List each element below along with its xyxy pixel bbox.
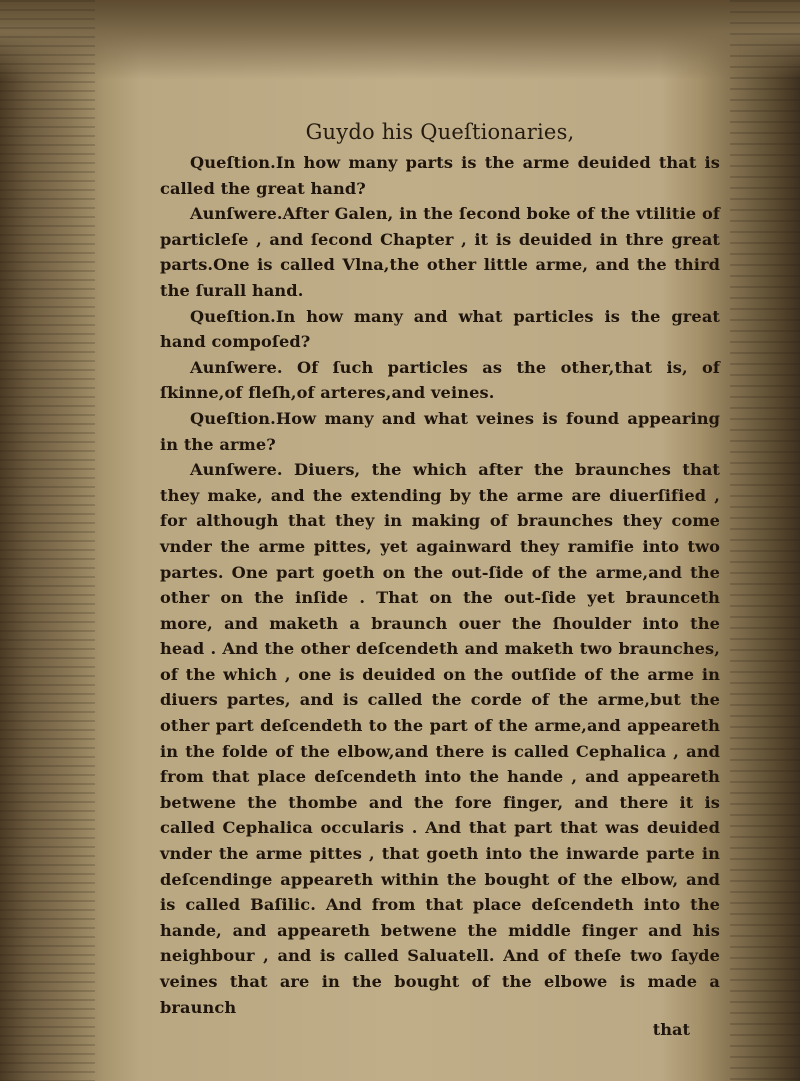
catchword: that	[652, 1020, 690, 1040]
book-gutter-left	[0, 0, 95, 1081]
body-text	[160, 150, 720, 1020]
answer-3: Aunſwere. Diuers, the which after the braunches that they make, and the extending by the arme are diuerſified , for although that they in making of braunches they come vnder the arme pittes, yet againward they ramifie into two partes. One part goeth on the out-ſide of the arme,and the other on the inſide . That on the out-ſide yet braunceth more, and maketh a braunch ouer the ſhoulder into the head . And the other deſcendeth and maketh two braunches, of the which , one is deuided on the outſide of the arme in diuers partes, and is called the corde of the arme,but the other part deſcendeth to the part of the arme,and appeareth in the folde of the elbow,and there is called Cephalica , and from that place deſcendeth into the hande , and appeareth betwene the thombe and the fore finger, and there it is called Cephalica occularis . And that part that was deuided vnder the arme pittes , that goeth into the inwarde parte in deſcendinge appeareth within the bought of the elbow, and is called Baſilic. And from that place deſcendeth into the hande, and appeareth betwene the middle finger and his neighbour , and is called Saluatell. And of theſe two ſayde veines that are in the bought of the elbowe is made a braunch	[160, 460, 720, 1017]
answer-2: Aunſwere. Of ſuch particles as the other,that is, of ſkinne,of fleſh,of arteres,and veines.	[160, 357, 720, 403]
page-edges-right	[730, 0, 800, 1081]
text-block	[160, 120, 720, 1040]
answer-1: Aunſwere.After Galen, in the ſecond boke of the vtilitie of particleſe , and ſecond Chapter , it is deuided in thre great parts.One is called Vlna,the other little arme, and the third the ſurall hand.	[160, 204, 720, 300]
running-head: Guydo his Queſtionaries,	[305, 120, 575, 144]
question-1: Queſtion.In how many parts is the arme deuided that is called the great hand?	[160, 153, 720, 198]
question-3: Queſtion.How many and what veines is found appearing in the arme?	[160, 408, 720, 454]
question-2: Queſtion.In how many and what particles is the great hand compoſed?	[160, 306, 720, 352]
page-top-edge	[0, 0, 800, 80]
